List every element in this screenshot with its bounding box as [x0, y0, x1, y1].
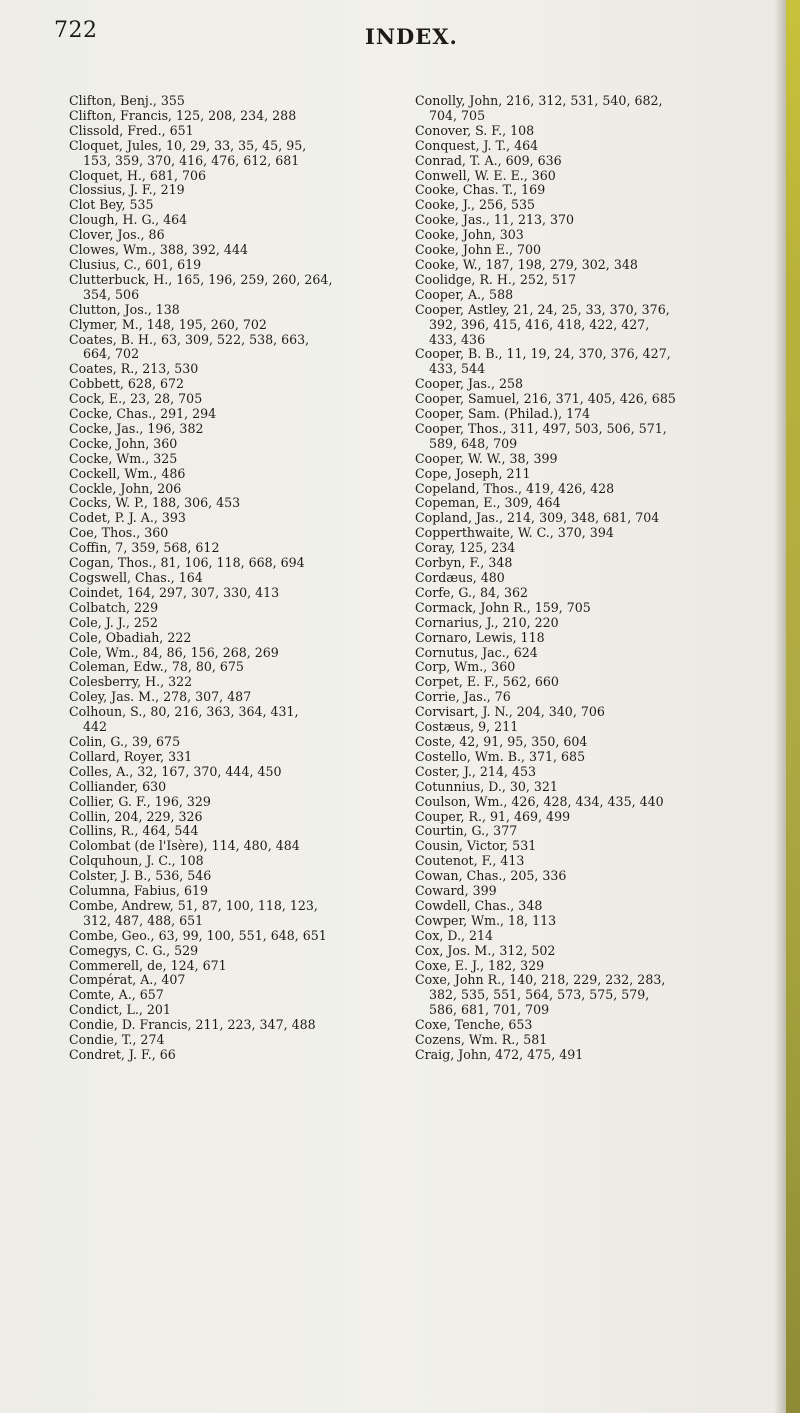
index-entry: Cooper, A., 588: [415, 286, 514, 302]
index-entry: Corpet, E. F., 562, 660: [415, 674, 559, 690]
index-entry: Clissold, Fred., 651: [69, 122, 194, 138]
index-entry: Copland, Jas., 214, 309, 348, 681, 704: [415, 510, 660, 526]
index-entry: Cooke, John, 303: [415, 227, 524, 243]
index-entry: Cooke, W., 187, 198, 279, 302, 348: [415, 256, 638, 272]
index-entry: Cox, D., 214: [415, 927, 494, 943]
index-entry: Cobbett, 628, 672: [69, 376, 185, 392]
index-entry: Cocke, John, 360: [69, 435, 178, 451]
index-entry: Coxe, John R., 140, 218, 229, 232, 283,: [415, 972, 666, 988]
index-entry: Clough, H. G., 464: [69, 212, 188, 228]
index-column-left: [69, 94, 395, 1063]
index-entry: Coates, R., 213, 530: [69, 361, 199, 377]
index-entry: Cordæus, 480: [415, 570, 505, 585]
index-entry: Condict, L., 201: [69, 1002, 171, 1018]
index-entry-continuation: 354, 506: [83, 286, 140, 302]
index-entry: Colliander, 630: [69, 778, 167, 794]
index-entry: Cooke, Jas., 11, 213, 370: [415, 212, 575, 228]
index-entry: Cooper, Sam. (Philad.), 174: [415, 406, 591, 422]
index-entry: Cooke, J., 256, 535: [415, 197, 536, 213]
index-entry: Columna, Fabius, 619: [69, 883, 209, 899]
index-entry: Cocks, W. P., 188, 306, 453: [69, 495, 241, 511]
index-entry: Colster, J. B., 536, 546: [69, 868, 212, 884]
index-entry-continuation: 704, 705: [429, 107, 486, 123]
index-entry: Comegys, C. G., 529: [69, 942, 199, 958]
index-entry: Clifton, Benj., 355: [69, 93, 185, 108]
index-entry: Compérat, A., 407: [69, 972, 186, 988]
index-entry-continuation: 312, 487, 488, 651: [83, 912, 204, 928]
page-number: 722: [54, 18, 98, 43]
index-entry: Collins, R., 464, 544: [69, 823, 199, 839]
page-edge-shadow: [774, 0, 786, 1413]
index-entry: Cormack, John R., 159, 705: [415, 599, 591, 615]
index-entry: Cousin, Victor, 531: [415, 838, 537, 854]
index-entry: Clot Bey, 535: [69, 197, 154, 213]
index-entry: Coxe, Tenche, 653: [415, 1017, 533, 1033]
index-entry: Cloquet, Jules, 10, 29, 33, 35, 45, 95,: [69, 137, 307, 153]
index-entry: Coolidge, R. H., 252, 517: [415, 271, 577, 287]
index-entry: Copperthwaite, W. C., 370, 394: [415, 525, 614, 541]
index-entry: Colesberry, H., 322: [69, 674, 193, 690]
index-entry: Cole, Obadiah, 222: [69, 629, 192, 645]
index-entry: Clymer, M., 148, 195, 260, 702: [69, 316, 267, 332]
index-entry: Cowan, Chas., 205, 336: [415, 868, 567, 884]
index-entry: Colquhoun, J. C., 108: [69, 853, 204, 869]
index-entry-continuation: 392, 396, 415, 416, 418, 422, 427,: [429, 316, 650, 332]
index-entry-continuation: 153, 359, 370, 416, 476, 612, 681: [83, 152, 300, 168]
index-entry: Cogswell, Chas., 164: [69, 570, 203, 585]
index-entry: Cole, J. J., 252: [69, 614, 158, 630]
index-entry: Condie, D. Francis, 211, 223, 347, 488: [69, 1017, 316, 1033]
index-column-right: [415, 94, 765, 1063]
book-edge: [786, 0, 800, 1413]
index-entry: Cornutus, Jac., 624: [415, 644, 538, 660]
index-entry: Cooper, Thos., 311, 497, 503, 506, 571,: [415, 420, 667, 436]
page-heading: INDEX.: [365, 24, 458, 49]
index-entry: Cooper, W. W., 38, 399: [415, 450, 558, 466]
index-entry: Clutterbuck, H., 165, 196, 259, 260, 264,: [69, 271, 333, 287]
index-entry: Cooper, Astley, 21, 24, 25, 33, 370, 376,: [415, 301, 670, 317]
index-entry: Corp, Wm., 360: [415, 659, 516, 675]
index-entry: Cock, E., 23, 28, 705: [69, 391, 203, 407]
index-entry: Cox, Jos. M., 312, 502: [415, 942, 556, 958]
index-entry: Comte, A., 657: [69, 987, 164, 1003]
index-entry: Cornarius, J., 210, 220: [415, 614, 559, 630]
index-entry: Cooper, Jas., 258: [415, 376, 524, 392]
index-entry: Coleman, Edw., 78, 80, 675: [69, 659, 244, 675]
index-entry: Collin, 204, 229, 326: [69, 808, 203, 824]
index-entry: Coffin, 7, 359, 568, 612: [69, 540, 220, 556]
index-entry: Costæus, 9, 211: [415, 719, 519, 735]
index-entry: Cloquet, H., 681, 706: [69, 167, 207, 183]
index-entry-continuation: 442: [83, 719, 108, 735]
index-entry: Cozens, Wm. R., 581: [415, 1032, 548, 1048]
index-entry: Copeman, E., 309, 464: [415, 495, 561, 511]
index-entry: Coster, J., 214, 453: [415, 763, 536, 779]
index-entry: Cocke, Jas., 196, 382: [69, 420, 204, 436]
index-entry: Copeland, Thos., 419, 426, 428: [415, 480, 615, 496]
index-entry: Coray, 125, 234: [415, 540, 516, 556]
index-entry: Coates, B. H., 63, 309, 522, 538, 663,: [69, 331, 310, 347]
index-entry: Conover, S. F., 108: [415, 122, 535, 138]
index-entry: Commerell, de, 124, 671: [69, 957, 227, 973]
index-entry: Combe, Geo., 63, 99, 100, 551, 648, 651: [69, 927, 327, 943]
index-entry: Codet, P. J. A., 393: [69, 510, 186, 526]
index-entry: Condret, J. F., 66: [69, 1047, 176, 1062]
index-entry: Conwell, W. E. E., 360: [415, 167, 556, 183]
index-entry: Cooper, Samuel, 216, 371, 405, 426, 685: [415, 391, 676, 407]
index-entry: Cornaro, Lewis, 118: [415, 629, 545, 645]
index-entry: Cowper, Wm., 18, 113: [415, 912, 557, 928]
index-entry: Conolly, John, 216, 312, 531, 540, 682,: [415, 93, 663, 108]
index-entry: Corvisart, J. N., 204, 340, 706: [415, 704, 605, 720]
index-entry: Coindet, 164, 297, 307, 330, 413: [69, 584, 280, 600]
index-entry: Conquest, J. T., 464: [415, 137, 539, 153]
index-entry: Coulson, Wm., 426, 428, 434, 435, 440: [415, 793, 664, 809]
index-entry: Coley, Jas. M., 278, 307, 487: [69, 689, 252, 705]
index-entry: Colin, G., 39, 675: [69, 733, 181, 749]
index-entry: Cole, Wm., 84, 86, 156, 268, 269: [69, 644, 279, 660]
index-entry-continuation: 664, 702: [83, 346, 140, 362]
index-entry: Cockle, John, 206: [69, 480, 182, 496]
index-entry: Coxe, E. J., 182, 329: [415, 957, 545, 973]
index-entry: Coward, 399: [415, 883, 497, 899]
index-entry-continuation: 586, 681, 701, 709: [429, 1002, 550, 1018]
index-entry: Cocke, Chas., 291, 294: [69, 406, 217, 422]
index-entry: Cowdell, Chas., 348: [415, 897, 543, 913]
index-entry: Cope, Joseph, 211: [415, 465, 531, 481]
index-entry: Corrie, Jas., 76: [415, 689, 511, 705]
index-entry: Coutenot, F., 413: [415, 853, 525, 869]
index-entry: Clowes, Wm., 388, 392, 444: [69, 242, 248, 258]
index-entry: Colhoun, S., 80, 216, 363, 364, 431,: [69, 704, 299, 720]
index-entry: Clusius, C., 601, 619: [69, 256, 202, 272]
index-entry-continuation: 589, 648, 709: [429, 435, 518, 451]
index-entry: Corfe, G., 84, 362: [415, 584, 529, 600]
index-entry: Colles, A., 32, 167, 370, 444, 450: [69, 763, 282, 779]
index-entry-continuation: 433, 436: [429, 331, 486, 347]
index-entry: Cooper, B. B., 11, 19, 24, 370, 376, 427,: [415, 346, 671, 362]
index-entry: Costello, Wm. B., 371, 685: [415, 748, 586, 764]
index-entry: Cooke, Chas. T., 169: [415, 182, 546, 198]
index-entry: Corbyn, F., 348: [415, 555, 513, 571]
index-entry-continuation: 382, 535, 551, 564, 573, 575, 579,: [429, 987, 650, 1003]
index-entry: Cogan, Thos., 81, 106, 118, 668, 694: [69, 555, 305, 571]
index-entry: Clover, Jos., 86: [69, 227, 165, 243]
index-entry: Craig, John, 472, 475, 491: [415, 1047, 584, 1062]
index-entry: Cooke, John E., 700: [415, 242, 541, 258]
index-entry: Coste, 42, 91, 95, 350, 604: [415, 733, 588, 749]
index-entry: Coe, Thos., 360: [69, 525, 169, 541]
index-entry: Conrad, T. A., 609, 636: [415, 152, 562, 168]
index-entry: Clossius, J. F., 219: [69, 182, 185, 198]
index-entry: Cockell, Wm., 486: [69, 465, 186, 481]
index-entry: Cotunnius, D., 30, 321: [415, 778, 558, 794]
index-entry: Clutton, Jos., 138: [69, 301, 180, 317]
index-entry: Couper, R., 91, 469, 499: [415, 808, 571, 824]
index-entry: Clifton, Francis, 125, 208, 234, 288: [69, 107, 297, 123]
index-entry: Colbatch, 229: [69, 599, 159, 615]
index-entry: Cocke, Wm., 325: [69, 450, 178, 466]
index-entry: Courtin, G., 377: [415, 823, 518, 839]
index-entry: Collard, Royer, 331: [69, 748, 193, 764]
index-entry: Collier, G. F., 196, 329: [69, 793, 211, 809]
index-entry: Condie, T., 274: [69, 1032, 165, 1048]
index-entry: Combe, Andrew, 51, 87, 100, 118, 123,: [69, 897, 318, 913]
index-entry: Colombat (de l'Isère), 114, 480, 484: [69, 838, 300, 854]
index-entry-continuation: 433, 544: [429, 361, 486, 377]
